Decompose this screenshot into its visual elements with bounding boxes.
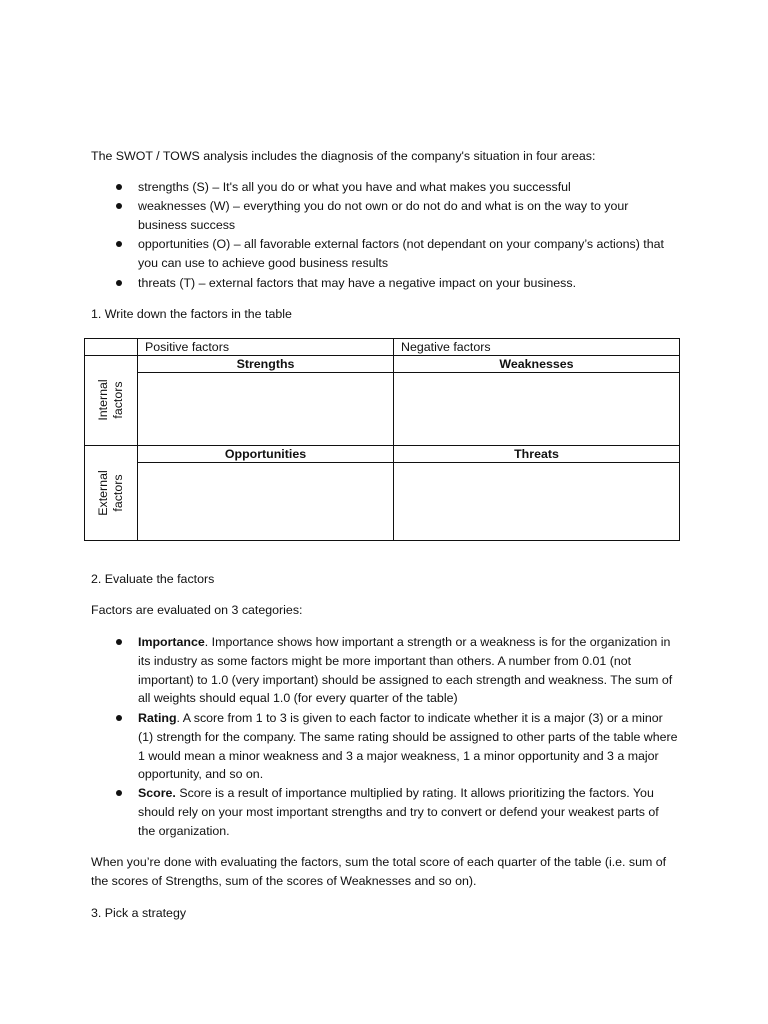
- category-term: Rating: [138, 711, 177, 725]
- category-term: Score.: [138, 786, 176, 800]
- corner-cell: [85, 339, 138, 356]
- bullet-icon: [116, 280, 122, 286]
- intro-paragraph: The SWOT / TOWS analysis includes the diagnosis of the company's situation in four areas:: [91, 149, 596, 163]
- bullet-icon: [116, 241, 122, 247]
- list-item-opportunities: opportunities (O) – all favorable external factors (not dependant on your company’s actions) that you can use to achieve good business results: [138, 237, 664, 270]
- swot-table: [84, 338, 680, 541]
- internal-factors-label: [85, 356, 138, 445]
- bullet-icon: [116, 639, 122, 645]
- external-label-line2: factors: [111, 474, 125, 512]
- weaknesses-header: Weaknesses: [394, 356, 680, 373]
- category-importance: [138, 633, 678, 708]
- strengths-cell[interactable]: [138, 373, 394, 445]
- categories-intro: Factors are evaluated on 3 categories:: [91, 603, 303, 617]
- opportunities-header: Opportunities: [138, 445, 394, 462]
- list-item-weaknesses: weaknesses (W) – everything you do not own or do not do and what is on the way to your business success: [138, 199, 629, 232]
- external-factors-label: [85, 445, 138, 541]
- category-score: [138, 784, 678, 840]
- positive-factors-header: Positive factors: [138, 339, 394, 356]
- bullet-icon: [116, 790, 122, 796]
- internal-label-line2: factors: [111, 381, 125, 419]
- summary-paragraph: When you’re done with evaluating the factors, sum the total score of each quarter of the table (i.e. sum of the scores of Strengths, sum of the scores of Weaknesses and so on).: [91, 855, 667, 888]
- threats-cell[interactable]: [394, 462, 680, 540]
- category-term: Importance: [138, 635, 205, 649]
- bullet-icon: [116, 203, 122, 209]
- bullet-icon: [116, 184, 122, 190]
- step-2-heading: 2. Evaluate the factors: [91, 572, 215, 586]
- negative-factors-header: Negative factors: [394, 339, 680, 356]
- step-1-heading: 1. Write down the factors in the table: [91, 307, 292, 321]
- step-3-heading: 3. Pick a strategy: [91, 906, 187, 920]
- internal-label-line1: Internal: [96, 379, 110, 421]
- external-label-line1: External: [96, 470, 110, 516]
- category-text: Score is a result of importance multiplied by rating. It allows prioritizing the factors. You should rely on your most important strengths and try to convert or defend your weakest parts of the organization.: [138, 786, 659, 838]
- category-text: . Importance shows how important a strength or a weakness is for the organization in its industry as some factors might be more important than others. A number from 0.01 (not important) to 1.0 (very important) should be assigned to each strength and weakness. The sum of all weights should equal 1.0 (for every quarter of the table): [138, 635, 673, 706]
- list-item-strengths: strengths (S) – It's all you do or what you have and what makes you successful: [138, 180, 571, 194]
- opportunities-cell[interactable]: [138, 462, 394, 540]
- weaknesses-cell[interactable]: [394, 373, 680, 445]
- strengths-header: Strengths: [138, 356, 394, 373]
- threats-header: Threats: [394, 445, 680, 462]
- list-item-threats: threats (T) – external factors that may have a negative impact on your business.: [138, 276, 577, 290]
- category-text: . A score from 1 to 3 is given to each factor to indicate whether it is a major (3) or a minor (1) strength for the company. The same rating should be assigned to other parts of the table where 1 would mean a minor weakness and 3 a major weakness, 1 a minor opportunity and 3 a major opportunity, and so on.: [138, 711, 678, 782]
- bullet-icon: [116, 715, 122, 721]
- category-rating: [138, 709, 678, 784]
